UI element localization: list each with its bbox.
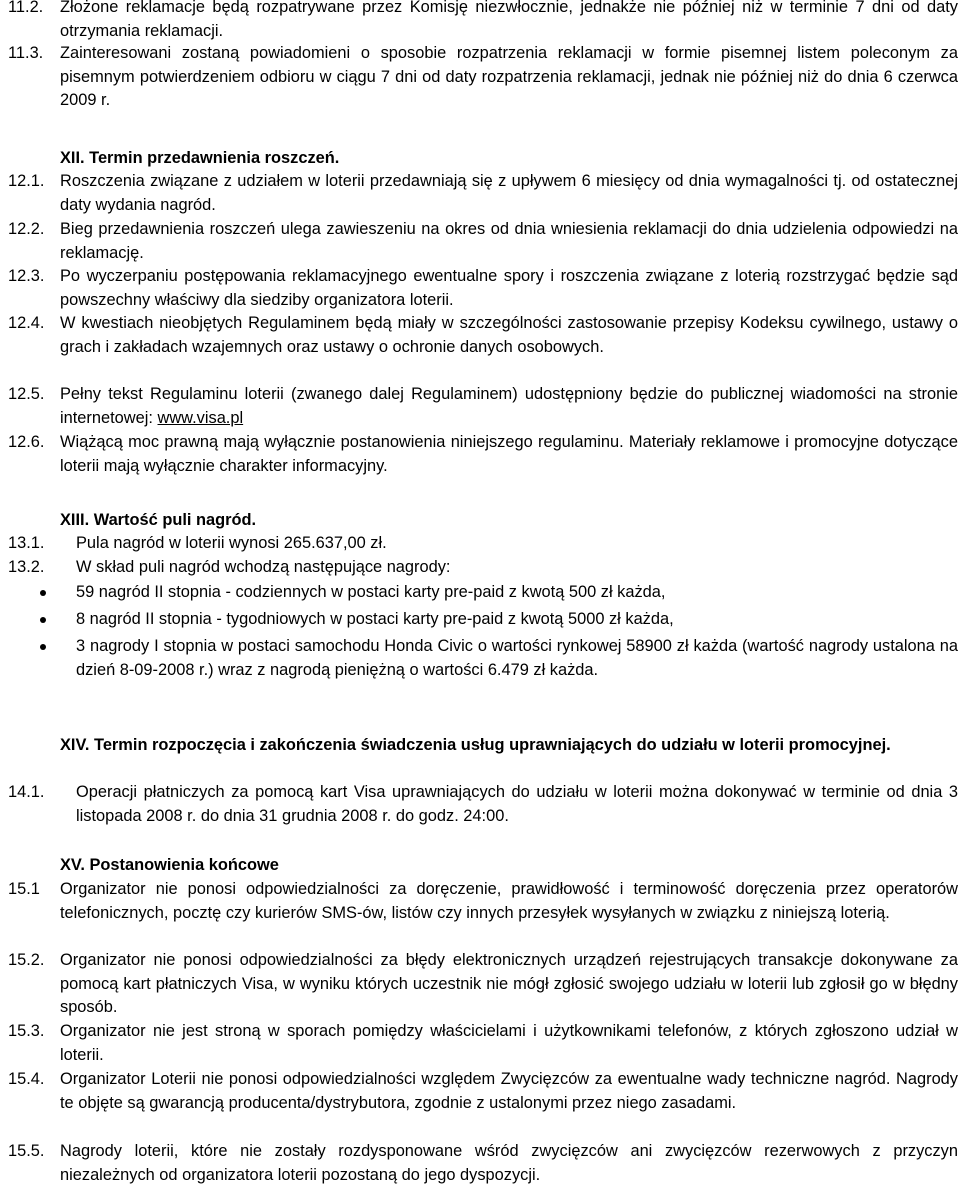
paragraph-text: W kwestiach nieobjętych Regulaminem będą miały w szczególności zastosowanie przepisy Kodeksu cywilnego, ustawy o grach i zakładach wzajemnych oraz ustawy o ochronie danych osobowych. [60,314,958,356]
paragraph-number: 12.1. [8,172,45,190]
prize-list-item [40,581,958,605]
paragraph-11-2 [8,0,958,43]
paragraph-12-4 [8,312,958,359]
paragraph-15-2 [8,949,958,1020]
prize-text: 8 nagród II stopnia - tygodniowych w postaci karty pre-paid z kwotą 5000 zł każda, [76,610,674,628]
paragraph-12-5 [8,383,958,430]
bullet-icon [40,617,46,623]
paragraph-15-4 [8,1068,958,1115]
paragraph-number: 14.1. [8,783,45,801]
prize-text: 3 nagrody I stopnia w postaci samochodu Honda Civic o wartości rynkowej 58900 zł każda (wartość nagrody ustalona na dzień 8-09-2008 r.) wraz z nagrodą pieniężną o wartości 6.479 zł każda. [76,637,958,679]
paragraph-number: 12.5. [8,385,45,403]
paragraph-number: 12.6. [8,433,45,451]
paragraph-text [60,383,958,430]
paragraph-number: 12.2. [8,220,45,238]
section-heading-xiii: XIII. Wartość puli nagród. [60,511,257,529]
paragraph-15-3 [8,1020,958,1067]
paragraph-number: 11.2. [8,0,44,16]
paragraph-13-2 [8,556,958,580]
paragraph-15-1 [8,878,958,925]
paragraph-number: 13.2. [8,558,45,576]
paragraph-number: 15.1 [8,880,40,898]
paragraph-11-3 [8,42,958,113]
paragraph-text: Bieg przedawnienia roszczeń ulega zawieszeniu na okres od dnia wniesienia reklamacji do dnia udzielenia odpowiedzi na reklamację. [60,220,958,262]
paragraph-number: 15.5. [8,1142,45,1160]
paragraph-14-1 [8,781,958,828]
paragraph-text: Złożone reklamacje będą rozpatrywane przez Komisję niezwłocznie, jednakże nie później niż w terminie 7 dni od daty otrzymania reklamacji. [60,0,958,40]
paragraph-12-3 [8,265,958,312]
paragraph-number: 15.2. [8,951,45,969]
section-heading-xv: XV. Postanowienia końcowe [60,856,279,874]
paragraph-12-2 [8,218,958,265]
paragraph-13-1 [8,532,958,556]
paragraph-number: 12.3. [8,267,45,285]
paragraph-text: Po wyczerpaniu postępowania reklamacyjnego ewentualne spory i roszczenia związane z loterią rozstrzygać będzie sąd powszechny właściwy dla siedziby organizatora loterii. [60,267,958,309]
paragraph-text: Nagrody loterii, które nie zostały rozdysponowane wśród zwycięzców ani zwycięzców rezerwowych z przyczyn niezależnych od organizatora loterii pozostaną do jego dyspozycji. [60,1142,958,1184]
paragraph-number: 12.4. [8,314,45,332]
paragraph-text: Pula nagród w loterii wynosi 265.637,00 zł. [76,534,387,552]
bullet-icon [40,590,46,596]
paragraph-number: 11.3. [8,44,44,62]
paragraph-text: Zainteresowani zostaną powiadomieni o sposobie rozpatrzenia reklamacji w formie pisemnej listem poleconym za pisemnym potwierdzeniem odbioru w ciągu 7 dni od daty rozpatrzenia reklamacji, jednak nie później niż do dnia 6 czerwca 2009 r. [60,44,958,110]
section-heading-xii: XII. Termin przedawnienia roszczeń. [60,149,340,167]
paragraph-12-6 [8,431,958,478]
paragraph-body: Pełny tekst Regulaminu loterii (zwanego dalej Regulaminem) udostępniony będzie do publicznej wiadomości na stronie internetowej: [60,385,958,427]
paragraph-text: Organizator nie ponosi odpowiedzialności za doręczenie, prawidłowość i terminowość doręczenia przez operatorów telefonicznych, pocztę czy kurierów SMS-ów, listów czy innych przesyłek wysyłanych w związku z niniejszą loterią. [60,880,958,922]
paragraph-text: Roszczenia związane z udziałem w loterii przedawniają się z upływem 6 miesięcy od dnia wymagalności tj. od ostatecznej daty wydania nagród. [60,172,958,214]
bullet-icon [40,644,46,650]
paragraph-number: 15.3. [8,1022,45,1040]
section-heading-xiv: XIV. Termin rozpoczęcia i zakończenia świadczenia usług uprawniających do udziału w loterii promocyjnej. [60,736,891,754]
paragraph-text: Organizator nie ponosi odpowiedzialności za błędy elektronicznych urządzeń rejestrujących transakcje dokonywane za pomocą kart płatniczych Visa, w wyniku których uczestnik nie mógł zgłosić swojego udziału w loterii lub zgłosił go w błędny sposób. [60,951,958,1017]
paragraph-15-5 [8,1140,958,1187]
paragraph-number: 15.4. [8,1070,45,1088]
paragraph-text: Organizator Loterii nie ponosi odpowiedzialności względem Zwycięzców za ewentualne wady techniczne nagród. Nagrody te objęte są gwarancją producenta/dystrybutora, zgodnie z ustalonymi przez niego zasadami. [60,1070,958,1112]
prize-text: 59 nagród II stopnia - codziennych w postaci karty pre-paid z kwotą 500 zł każda, [76,583,666,601]
paragraph-text: Operacji płatniczych za pomocą kart Visa uprawniających do udziału w loterii można dokonywać w terminie od dnia 3 listopada 2008 r. do dnia 31 grudnia 2008 r. do godz. 24:00. [76,783,958,825]
paragraph-number: 13.1. [8,534,45,552]
paragraph-text: Organizator nie jest stroną w sporach pomiędzy właścicielami i użytkownikami telefonów, z których zgłoszono udział w loterii. [60,1022,958,1064]
paragraph-text: Wiążącą moc prawną mają wyłącznie postanowienia niniejszego regulaminu. Materiały reklamowe i promocyjne dotyczące loterii mają wyłącznie charakter informacyjny. [60,433,958,475]
paragraph-12-1 [8,170,958,217]
website-link[interactable]: www.visa.pl [157,408,244,427]
prize-list-item [40,608,958,632]
paragraph-text: W skład puli nagród wchodzą następujące nagrody: [76,558,451,576]
prize-list-item [40,635,958,682]
